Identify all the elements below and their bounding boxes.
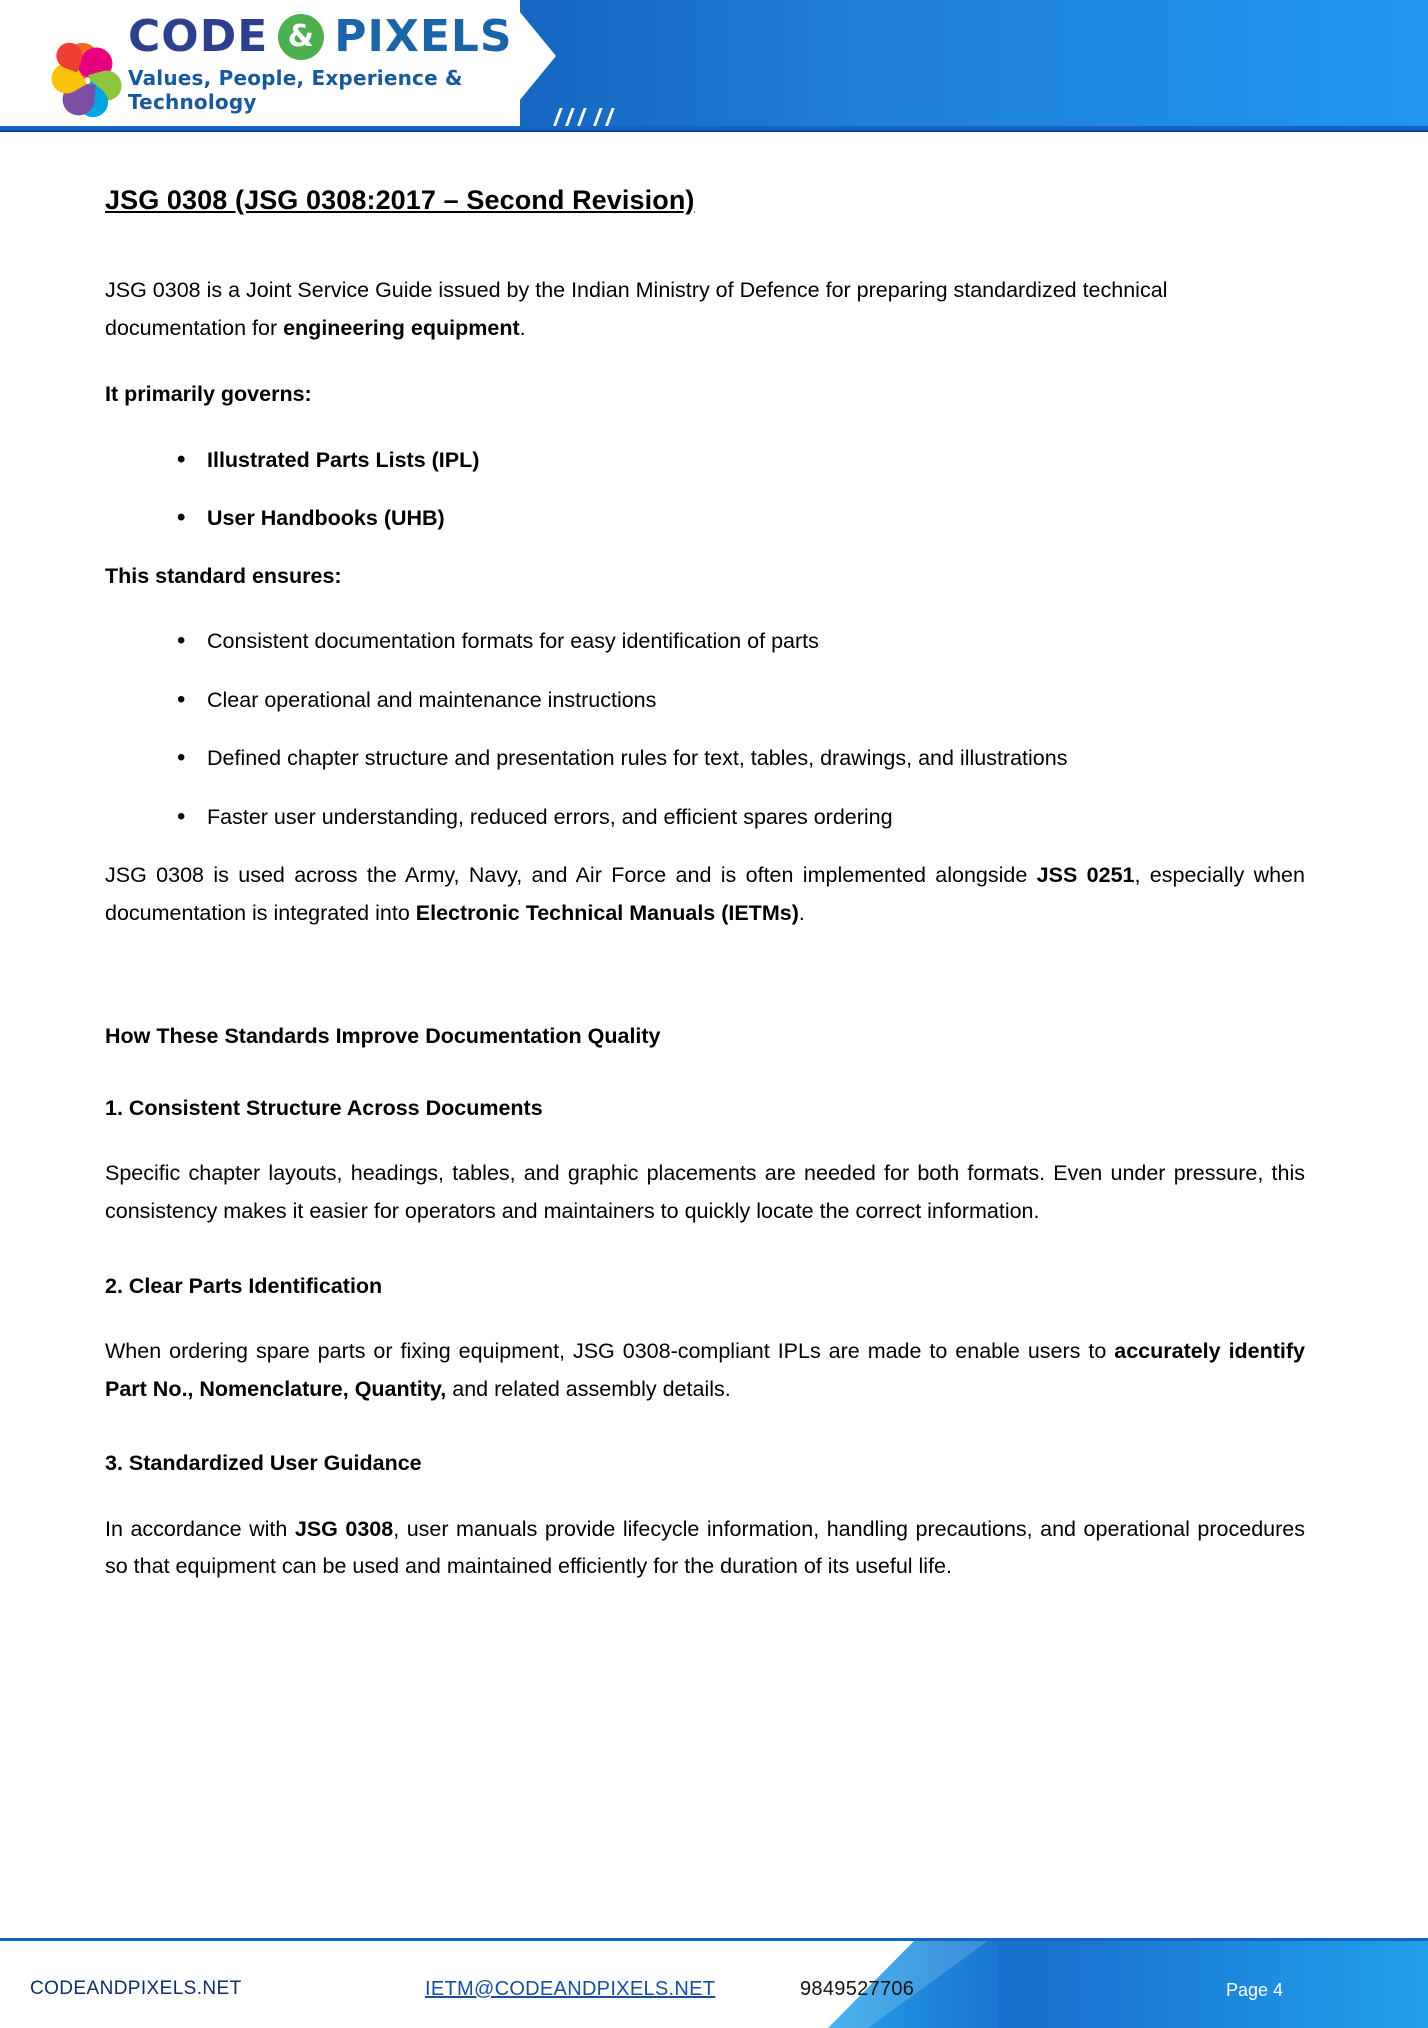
footer-website: CODEANDPIXELS.NET (30, 1978, 242, 1999)
list-item: • Consistent documentation formats for easy identification of parts (171, 623, 1305, 660)
ensures-heading: This standard ensures: (105, 563, 342, 588)
logo-word-code: CODE (128, 11, 269, 62)
subsection-2-bold: accurately identify Part No., Nomenclature, Quantity, (105, 1338, 1306, 1401)
page-footer (0, 1938, 1428, 2028)
list-item: • User Handbooks (UHB) (171, 500, 1305, 537)
subsection-3-bold: JSG 0308 (294, 1516, 394, 1541)
governs-list (105, 442, 1305, 537)
usage-bold-ietm: Electronic Technical Manuals (IETMs) (415, 900, 799, 925)
company-logo (26, 11, 526, 114)
subsection-3-heading: 3. Standardized User Guidance (105, 1451, 422, 1476)
subsection-3-body (105, 1511, 1305, 1586)
usage-text-1: JSG 0308 is used across the Army, Navy, and Air Force and is often implemented alongside (105, 863, 1037, 888)
pinwheel-logo-icon (26, 18, 118, 110)
intro-text-1: JSG 0308 is a Joint Service Guide issued by the Indian Ministry of Defence for preparing standardized technical documentation for (105, 278, 1168, 340)
usage-bold-jss: JSS 0251 (1036, 863, 1135, 888)
page-header (0, 0, 1428, 140)
footer-email-link[interactable]: IETM@CODEANDPIXELS.NET (425, 1978, 716, 2000)
footer-page-number: Page 4 (1225, 1980, 1283, 2000)
subsection-1-body: Specific chapter layouts, headings, tables, and graphic placements are needed for both formats. Even under pressure, this consistency makes it easier for operators and maintainers to quickly locate the correct information. (105, 1161, 1305, 1223)
footer-phone: 9849527706 (800, 1978, 915, 2000)
subsection-3-text-2: , user manuals provide lifecycle information, handling precautions, and operational procedures so that equipment can be used and maintained efficiently for the duration of its useful life. (105, 1516, 1305, 1579)
intro-paragraph (105, 272, 1305, 347)
document-body (105, 185, 1305, 1586)
ensures-list (105, 623, 1305, 835)
subsection-3-text-1: In accordance with (105, 1516, 295, 1541)
logo-ampersand: & (278, 14, 324, 60)
subsection-2-body (105, 1333, 1305, 1408)
intro-text-end: . (519, 315, 526, 340)
header-rule-dark (0, 130, 1428, 132)
list-item: • Faster user understanding, reduced errors, and efficient spares ordering (171, 799, 1305, 836)
usage-paragraph (105, 857, 1305, 932)
usage-text-mid: , especially when documentation is integrated into (105, 863, 1305, 925)
subsection-2-heading: 2. Clear Parts Identification (105, 1273, 383, 1298)
logo-word-pixels: PIXELS (334, 11, 513, 62)
usage-text-end: . (798, 900, 805, 925)
subsection-1-heading: 1. Consistent Structure Across Documents (105, 1095, 543, 1120)
page-title: JSG 0308 (JSG 0308:2017 – Second Revision) (105, 185, 695, 215)
governs-heading: It primarily governs: (105, 382, 312, 407)
list-item: • Defined chapter structure and presentation rules for text, tables, drawings, and illustrations (171, 740, 1305, 777)
list-item: • Illustrated Parts Lists (IPL) (171, 442, 1305, 479)
intro-bold: engineering equipment (283, 315, 520, 340)
subsection-2-text-2: and related assembly details. (446, 1376, 731, 1401)
section-heading: How These Standards Improve Documentation Quality (105, 1023, 661, 1048)
logo-tagline: Values, People, Experience & Technology (128, 66, 463, 114)
list-item: • Clear operational and maintenance instructions (171, 682, 1305, 719)
subsection-2-text-1: When ordering spare parts or fixing equipment, JSG 0308-compliant IPLs are made to enable users to (105, 1338, 1115, 1363)
